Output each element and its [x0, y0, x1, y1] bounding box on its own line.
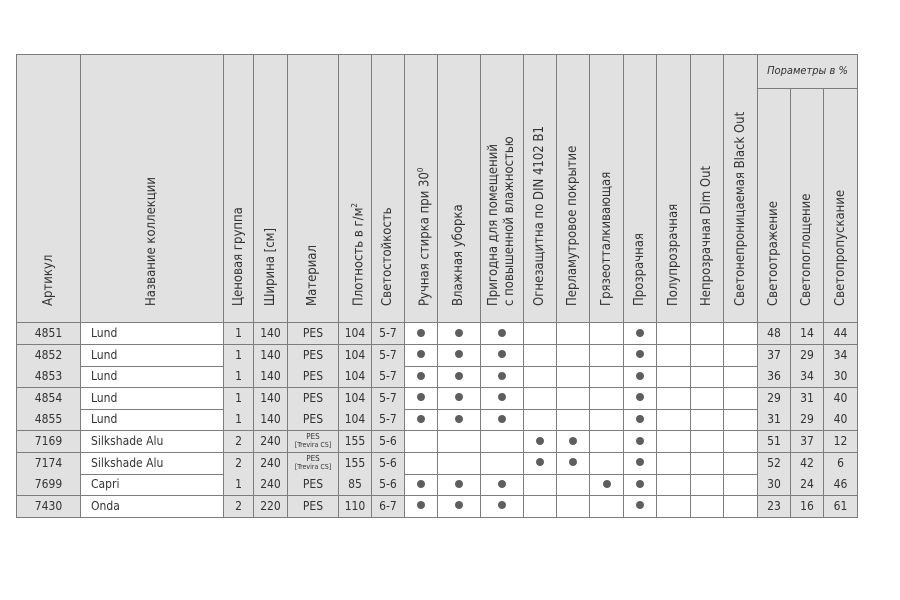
cell-blackout	[724, 345, 758, 367]
cell-transmit: 46	[824, 474, 858, 496]
header-text-transmit: Светопропускание	[832, 189, 848, 306]
bullet-icon	[636, 372, 644, 380]
bullet-icon	[455, 501, 463, 509]
bullet-icon	[636, 480, 644, 488]
header-lightfast	[372, 54, 405, 322]
cell-price_group: 1	[224, 474, 254, 496]
bullet-icon	[417, 329, 425, 337]
header-text2-humid: с повышенной влажностью	[502, 136, 517, 306]
cell-lightfast: 5-6	[372, 431, 405, 453]
header-label-pearl	[565, 146, 581, 306]
cell-article: 7699	[16, 474, 81, 496]
cell-width: 240	[254, 453, 288, 475]
header-label-blackout	[733, 112, 749, 306]
header-label-article	[41, 255, 57, 306]
cell-fire	[524, 453, 557, 475]
cell-humid	[481, 453, 524, 475]
cell-width: 140	[254, 366, 288, 388]
cell-lightfast: 5-7	[372, 366, 405, 388]
cell-humid	[481, 388, 524, 410]
cell-transparent	[624, 388, 657, 410]
cell-price_group: 2	[224, 453, 254, 475]
cell-pearl	[557, 388, 590, 410]
cell-transparent	[624, 474, 657, 496]
header-label-transparent	[632, 233, 648, 306]
header-text-lightfast: Светостойкость	[380, 207, 395, 306]
table-row	[16, 474, 858, 495]
cell-dimout	[691, 409, 724, 431]
header-label-price_group	[231, 207, 247, 306]
bullet-icon	[536, 437, 544, 445]
bullet-icon	[636, 350, 644, 358]
cell-collection: Onda	[81, 496, 224, 518]
header-label-fire	[532, 126, 548, 306]
cell-wet	[438, 366, 481, 388]
cell-article: 4851	[16, 323, 81, 345]
cell-fire	[524, 323, 557, 345]
header-blackout	[724, 54, 758, 322]
cell-collection: Lund	[81, 409, 224, 431]
cell-article: 4854	[16, 388, 81, 410]
cell-pearl	[557, 345, 590, 367]
header-text-pearl: Перламутровое покрытие	[565, 145, 580, 306]
cell-absorb: 42	[791, 453, 824, 475]
cell-dimout	[691, 323, 724, 345]
table-row	[16, 409, 858, 430]
cell-semitransparent	[657, 345, 691, 367]
bullet-icon	[417, 350, 425, 358]
header-handwash	[405, 54, 438, 322]
cell-transparent	[624, 323, 657, 345]
cell-handwash	[405, 323, 438, 345]
cell-humid	[481, 409, 524, 431]
cell-absorb: 24	[791, 474, 824, 496]
cell-width: 220	[254, 496, 288, 518]
bullet-icon	[498, 350, 506, 358]
cell-density: 104	[339, 366, 372, 388]
cell-transparent	[624, 345, 657, 367]
cell-dirt	[590, 388, 624, 410]
cell-handwash	[405, 388, 438, 410]
cell-material	[288, 431, 339, 453]
cell-density: 104	[339, 345, 372, 367]
header-text-collection: Название коллекции	[144, 177, 159, 306]
bullet-icon	[417, 501, 425, 509]
table-row	[16, 496, 858, 517]
material-note: [Trevira CS]	[294, 441, 332, 449]
cell-blackout	[724, 388, 758, 410]
header-text-reflect: Светоотражение	[766, 201, 781, 306]
header-label-dimout	[699, 166, 715, 306]
header-label-transmit	[833, 190, 849, 306]
table-row	[16, 388, 858, 409]
header-text-article: Артикул	[40, 254, 56, 306]
cell-wet	[438, 323, 481, 345]
cell-transmit: 30	[824, 366, 858, 388]
cell-density: 104	[339, 388, 372, 410]
bullet-icon	[498, 372, 506, 380]
header-text-semitransparent: Полупрозрачная	[665, 203, 681, 306]
header-label-humid	[486, 136, 518, 306]
cell-fire	[524, 409, 557, 431]
cell-collection: Silkshade Alu	[81, 453, 224, 475]
header-label-lightfast	[380, 207, 396, 306]
cell-blackout	[724, 323, 758, 345]
cell-handwash	[405, 345, 438, 367]
cell-absorb: 29	[791, 345, 824, 367]
cell-transmit: 6	[824, 453, 858, 475]
header-humid	[481, 54, 524, 322]
cell-fire	[524, 366, 557, 388]
cell-wet	[438, 474, 481, 496]
bullet-icon	[417, 480, 425, 488]
cell-dirt	[590, 323, 624, 345]
bullet-icon	[569, 458, 577, 466]
cell-semitransparent	[657, 388, 691, 410]
cell-material	[288, 453, 339, 475]
cell-collection: Capri	[81, 474, 224, 496]
cell-density: 104	[339, 323, 372, 345]
header-label-width	[263, 228, 279, 306]
cell-absorb: 34	[791, 366, 824, 388]
header-label-reflect	[766, 201, 782, 306]
bullet-icon	[498, 501, 506, 509]
cell-density: 104	[339, 409, 372, 431]
cell-semitransparent	[657, 496, 691, 518]
cell-semitransparent	[657, 453, 691, 475]
cell-price_group: 1	[224, 409, 254, 431]
cell-transmit: 34	[824, 345, 858, 367]
header-wet	[438, 54, 481, 322]
cell-price_group: 2	[224, 431, 254, 453]
cell-collection: Lund	[81, 366, 224, 388]
cell-density: 155	[339, 431, 372, 453]
bullet-icon	[636, 437, 644, 445]
cell-article: 7174	[16, 453, 81, 475]
cell-handwash	[405, 474, 438, 496]
cell-width: 140	[254, 388, 288, 410]
cell-blackout	[724, 409, 758, 431]
cell-absorb: 16	[791, 496, 824, 518]
bullet-icon	[455, 415, 463, 423]
group-header-divider	[758, 88, 858, 89]
cell-handwash	[405, 453, 438, 475]
cell-transmit: 12	[824, 431, 858, 453]
cell-reflect: 31	[758, 409, 791, 431]
cell-humid	[481, 323, 524, 345]
cell-humid	[481, 496, 524, 518]
cell-fire	[524, 388, 557, 410]
cell-absorb: 29	[791, 409, 824, 431]
bullet-icon	[455, 350, 463, 358]
cell-material: PES	[288, 496, 339, 518]
cell-humid	[481, 474, 524, 496]
cell-semitransparent	[657, 409, 691, 431]
cell-lightfast: 5-7	[372, 388, 405, 410]
material-note: [Trevira CS]	[294, 462, 332, 471]
cell-dirt	[590, 409, 624, 431]
cell-wet	[438, 409, 481, 431]
cell-pearl	[557, 496, 590, 518]
cell-dirt	[590, 345, 624, 367]
bullet-icon	[455, 329, 463, 337]
bullet-icon	[603, 480, 611, 488]
cell-dirt	[590, 496, 624, 518]
cell-article: 7430	[16, 496, 81, 518]
cell-dirt	[590, 453, 624, 475]
header-semitransparent	[657, 54, 691, 322]
header-top-border	[16, 54, 758, 55]
cell-collection: Silkshade Alu	[81, 431, 224, 453]
bullet-icon	[636, 415, 644, 423]
cell-width: 140	[254, 409, 288, 431]
cell-density: 155	[339, 453, 372, 475]
bullet-icon	[455, 393, 463, 401]
material-value: PES	[306, 432, 320, 441]
cell-absorb: 31	[791, 388, 824, 410]
header-label-absorb	[799, 194, 815, 306]
header-reflect	[758, 88, 791, 322]
header-dimout	[691, 54, 724, 322]
cell-density: 110	[339, 496, 372, 518]
header-label-handwash	[413, 167, 433, 306]
cell-handwash	[405, 431, 438, 453]
header-text-handwash: Ручная стирка при 30	[417, 172, 433, 306]
header-fire	[524, 54, 557, 322]
header-collection	[81, 54, 224, 322]
cell-price_group: 1	[224, 388, 254, 410]
header-text-blackout: Светонепроницаемая Black Out	[732, 111, 748, 306]
header-text-width: Ширина [см]	[262, 227, 278, 306]
cell-material: PES	[288, 323, 339, 345]
cell-semitransparent	[657, 366, 691, 388]
bullet-icon	[417, 393, 425, 401]
header-text-absorb: Светопоглощение	[799, 193, 814, 306]
cell-dimout	[691, 431, 724, 453]
cell-article: 4853	[16, 366, 81, 388]
cell-dimout	[691, 388, 724, 410]
cell-material: PES	[288, 409, 339, 431]
cell-lightfast: 5-6	[372, 474, 405, 496]
cell-collection: Lund	[81, 323, 224, 345]
header-label-wet	[451, 204, 467, 306]
cell-dimout	[691, 474, 724, 496]
header-dirt	[590, 54, 624, 322]
header-material	[288, 54, 339, 322]
header-article	[16, 54, 81, 322]
cell-reflect: 52	[758, 453, 791, 475]
cell-article: 4852	[16, 345, 81, 367]
cell-dirt	[590, 431, 624, 453]
cell-handwash	[405, 409, 438, 431]
cell-price_group: 1	[224, 323, 254, 345]
header-absorb	[791, 88, 824, 322]
header-label-material	[305, 245, 321, 306]
cell-fire	[524, 345, 557, 367]
header-text-transparent: Прозрачная	[632, 233, 647, 306]
cell-fire	[524, 431, 557, 453]
cell-lightfast: 5-6	[372, 453, 405, 475]
cell-collection: Lund	[81, 388, 224, 410]
cell-fire	[524, 474, 557, 496]
cell-semitransparent	[657, 323, 691, 345]
cell-reflect: 36	[758, 366, 791, 388]
cell-price_group: 2	[224, 496, 254, 518]
header-sup-handwash: 0	[416, 167, 425, 173]
cell-collection: Lund	[81, 345, 224, 367]
cell-dimout	[691, 453, 724, 475]
bullet-icon	[636, 393, 644, 401]
cell-dimout	[691, 496, 724, 518]
cell-width: 140	[254, 323, 288, 345]
cell-absorb: 14	[791, 323, 824, 345]
cell-semitransparent	[657, 431, 691, 453]
cell-wet	[438, 345, 481, 367]
cell-blackout	[724, 366, 758, 388]
cell-material: PES	[288, 345, 339, 367]
cell-reflect: 51	[758, 431, 791, 453]
table-row	[16, 323, 858, 344]
cell-wet	[438, 453, 481, 475]
cell-transmit: 40	[824, 388, 858, 410]
cell-wet	[438, 496, 481, 518]
group-header: Пораметры в %	[758, 54, 858, 88]
cell-pearl	[557, 474, 590, 496]
header-transmit	[824, 88, 858, 322]
cell-transparent	[624, 409, 657, 431]
cell-pearl	[557, 453, 590, 475]
cell-transparent	[624, 453, 657, 475]
material-value: PES	[306, 453, 320, 463]
header-label-dirt	[599, 172, 615, 306]
cell-humid	[481, 431, 524, 453]
cell-pearl	[557, 431, 590, 453]
bullet-icon	[498, 393, 506, 401]
cell-transmit: 61	[824, 496, 858, 518]
header-text-fire: Огнезащитна по DIN 4102 B1	[532, 126, 547, 306]
cell-blackout	[724, 431, 758, 453]
cell-lightfast: 5-7	[372, 409, 405, 431]
header-pearl	[557, 54, 590, 322]
cell-dimout	[691, 345, 724, 367]
group-top-border	[758, 54, 858, 55]
bullet-icon	[455, 372, 463, 380]
bullet-icon	[417, 415, 425, 423]
bullet-icon	[498, 415, 506, 423]
bullet-icon	[498, 480, 506, 488]
bullet-icon	[455, 480, 463, 488]
cell-reflect: 29	[758, 388, 791, 410]
header-label-density	[347, 203, 367, 306]
header-text-dimout: Непрозрачная Dim Out	[699, 165, 714, 306]
cell-lightfast: 6-7	[372, 496, 405, 518]
header-label-collection	[144, 177, 160, 306]
cell-article: 7169	[16, 431, 81, 453]
cell-pearl	[557, 323, 590, 345]
bullet-icon	[536, 458, 544, 466]
cell-article: 4855	[16, 409, 81, 431]
cell-width: 240	[254, 431, 288, 453]
cell-dirt	[590, 366, 624, 388]
header-text-density: Плотность в г/м	[351, 207, 367, 306]
cell-blackout	[724, 496, 758, 518]
cell-dirt	[590, 474, 624, 496]
cell-fire	[524, 496, 557, 518]
cell-handwash	[405, 366, 438, 388]
header-transparent	[624, 54, 657, 322]
cell-wet	[438, 388, 481, 410]
table-row	[16, 453, 858, 474]
cell-reflect: 23	[758, 496, 791, 518]
cell-reflect: 37	[758, 345, 791, 367]
cell-transmit: 40	[824, 409, 858, 431]
header-text-price_group: Ценовая группа	[230, 207, 246, 306]
bullet-icon	[417, 372, 425, 380]
cell-pearl	[557, 409, 590, 431]
header-density	[339, 54, 372, 322]
header-text-dirt: Грязеотталкивающая	[598, 171, 614, 306]
cell-humid	[481, 345, 524, 367]
cell-transparent	[624, 496, 657, 518]
header-text-material: Материал	[305, 245, 320, 306]
cell-material: PES	[288, 366, 339, 388]
cell-material: PES	[288, 388, 339, 410]
header-text-humid: Пригодна для помещений	[486, 144, 501, 306]
cell-reflect: 48	[758, 323, 791, 345]
cell-price_group: 1	[224, 345, 254, 367]
cell-dimout	[691, 366, 724, 388]
header-width	[254, 54, 288, 322]
header-text-wet: Влажная уборка	[451, 204, 466, 306]
table-row	[16, 345, 858, 366]
cell-material: PES	[288, 474, 339, 496]
cell-reflect: 30	[758, 474, 791, 496]
cell-pearl	[557, 366, 590, 388]
header-sup-density: 2	[350, 203, 359, 208]
cell-width: 140	[254, 345, 288, 367]
cell-semitransparent	[657, 474, 691, 496]
bullet-icon	[636, 501, 644, 509]
table-row	[16, 431, 858, 452]
bullet-icon	[636, 458, 644, 466]
cell-lightfast: 5-7	[372, 323, 405, 345]
cell-wet	[438, 431, 481, 453]
table-row	[16, 366, 858, 387]
cell-transparent	[624, 366, 657, 388]
cell-lightfast: 5-7	[372, 345, 405, 367]
cell-blackout	[724, 474, 758, 496]
spec-table	[16, 54, 858, 516]
header-price_group	[224, 54, 254, 322]
cell-transparent	[624, 431, 657, 453]
cell-width: 240	[254, 474, 288, 496]
cell-transmit: 44	[824, 323, 858, 345]
bullet-icon	[498, 329, 506, 337]
header-label-semitransparent	[666, 204, 682, 306]
cell-price_group: 1	[224, 366, 254, 388]
cell-blackout	[724, 453, 758, 475]
cell-handwash	[405, 496, 438, 518]
cell-absorb: 37	[791, 431, 824, 453]
cell-humid	[481, 366, 524, 388]
bullet-icon	[569, 437, 577, 445]
bullet-icon	[636, 329, 644, 337]
cell-density: 85	[339, 474, 372, 496]
